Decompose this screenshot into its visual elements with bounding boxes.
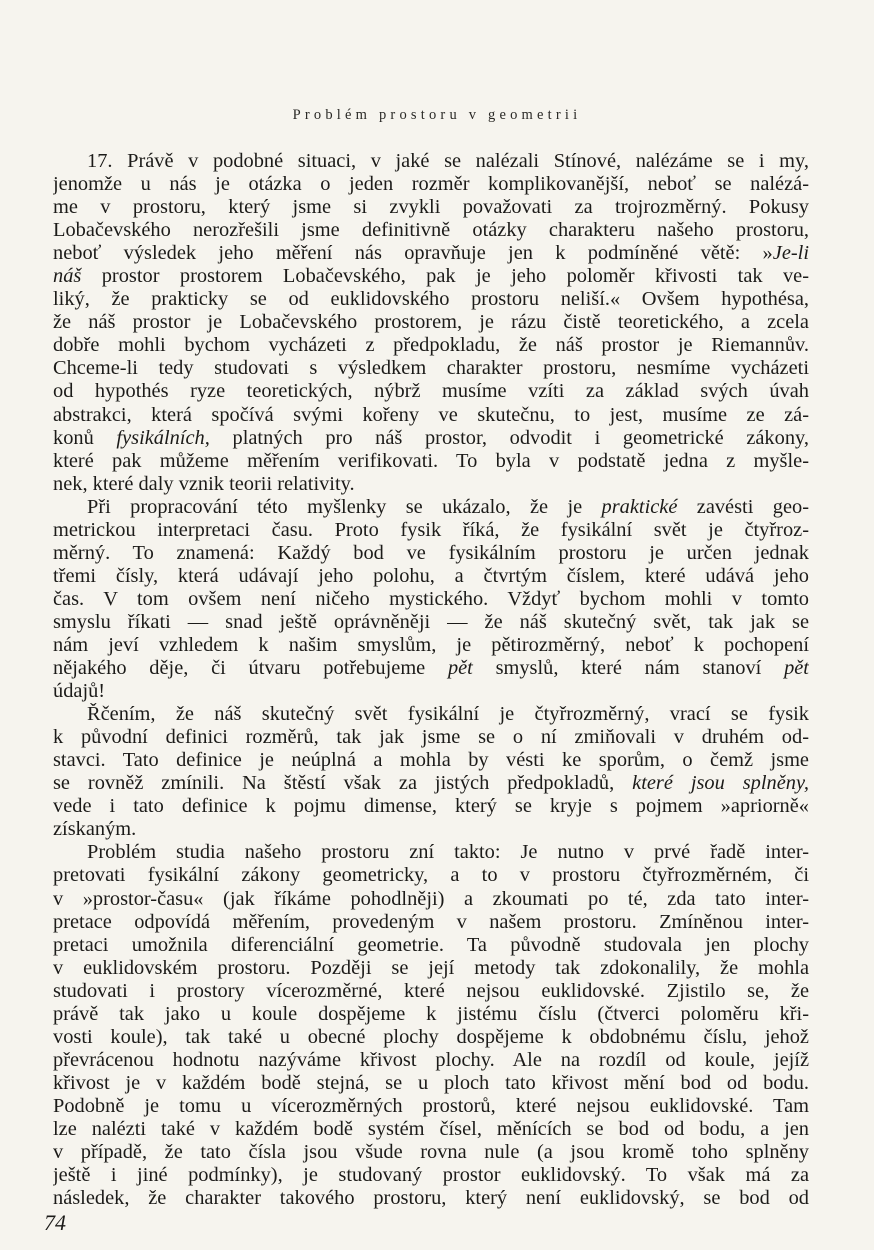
text-line bbox=[53, 657, 809, 680]
running-head: Problém prostoru v geometrii bbox=[292, 107, 582, 123]
text-line bbox=[53, 634, 809, 657]
text-span: 17. Právě v podobné situaci, v jaké se nalézali Stínové, nalézáme se i my, bbox=[87, 150, 809, 172]
text-line bbox=[53, 772, 809, 795]
text-span: pretaci umožnila diferenciální geometrie. Ta původně studovala jen plochy bbox=[53, 933, 809, 956]
text-line bbox=[53, 726, 809, 749]
italic-span: náš bbox=[53, 265, 82, 288]
text-span: metrickou interpretaci času. Proto fysik říká, že fysikální svět je čtyřroz- bbox=[53, 518, 809, 541]
text-line bbox=[53, 311, 809, 334]
text-span: že náš prostor je Lobačevského prostorem, je rázu čistě teoretického, a zcela bbox=[53, 311, 809, 334]
text-line bbox=[53, 841, 809, 864]
text-line bbox=[53, 934, 809, 957]
text-line bbox=[53, 565, 809, 588]
text-span: jenomže u nás je otázka o jeden rozměr komplikovanější, neboť se nalézá- bbox=[53, 173, 809, 196]
text-span: nek, které daly vznik teorii relativity. bbox=[53, 472, 355, 495]
text-span: údajů! bbox=[53, 680, 106, 703]
text-span: vosti koule), tak také u obecné plochy dospějeme k obdobnému číslu, jehož bbox=[53, 1025, 809, 1048]
text-line bbox=[53, 703, 809, 726]
text-span: Při propracování této myšlenky se ukázalo, že je bbox=[87, 495, 602, 518]
italic-span: praktické bbox=[601, 495, 678, 518]
text-span: se rovněž zmínili. Na štěstí však za jistých předpokladů, bbox=[53, 772, 633, 795]
text-span: prostor prostorem Lobačevského, pak je jeho poloměr křivosti tak ve- bbox=[81, 265, 809, 288]
text-span: které pak můžeme měřením verifikovati. To byla v podstatě jedna z myšle- bbox=[53, 449, 809, 472]
italic-span: Je-li bbox=[772, 242, 809, 265]
italic-span: pět bbox=[784, 657, 809, 680]
text-span: pretace odpovídá měřením, provedeným v našem prostoru. Zmíněnou inter- bbox=[53, 910, 809, 933]
text-span: získaným. bbox=[53, 818, 137, 841]
text-span: Řčením, že náš skutečný svět fysikální je čtyřrozměrný, vrací se fysik bbox=[87, 703, 809, 726]
text-line bbox=[53, 680, 809, 703]
text-line bbox=[53, 288, 809, 311]
text-line bbox=[53, 242, 809, 265]
text-line bbox=[53, 795, 809, 818]
text-line bbox=[53, 357, 809, 380]
text-span: křivost je v každém bodě stejná, se u ploch tato křivost mění bod od bodu. bbox=[53, 1071, 809, 1094]
text-span: právě tak jako u koule dospějeme k jistému číslu (čtverci poloměru kři- bbox=[53, 1002, 809, 1025]
text-span: studovati i prostory vícerozměrné, které nejsou euklidovské. Zjistilo se, že bbox=[53, 979, 809, 1002]
text-line bbox=[53, 542, 809, 565]
text-span: Problém studia našeho prostoru zní takto: Je nutno v prvé řadě inter- bbox=[87, 841, 809, 864]
italic-span: pět bbox=[447, 657, 473, 680]
text-line bbox=[53, 404, 809, 427]
text-line bbox=[53, 749, 809, 772]
text-line bbox=[53, 173, 809, 196]
text-line bbox=[53, 980, 809, 1003]
text-line bbox=[53, 334, 809, 357]
text-span: v euklidovském prostoru. Později se její metody tak zdokonalily, že mohla bbox=[53, 956, 809, 979]
text-span: konů bbox=[53, 426, 117, 449]
text-span: k původní definici rozměrů, tak jak jsme se o ní zmiňovali v druhém od- bbox=[53, 726, 809, 749]
text-span: dobře mohli bychom vycházeti z předpokladu, že náš prostor je Riemannův. bbox=[53, 334, 809, 357]
text-line bbox=[53, 888, 809, 911]
text-span: pretovati fysikální zákony geometricky, a to v prostoru čtyřrozměrném, či bbox=[53, 864, 809, 887]
text-line bbox=[53, 450, 809, 473]
text-span: v případě, že tato čísla jsou všude rovna nule (a jsou kromě toho splněny bbox=[53, 1141, 809, 1164]
text-line bbox=[53, 1003, 809, 1026]
text-line bbox=[53, 1118, 809, 1141]
text-line bbox=[53, 519, 809, 542]
text-span: smyslů, které nám stanoví bbox=[472, 657, 785, 680]
text-line bbox=[53, 611, 809, 634]
text-line bbox=[53, 150, 809, 173]
text-line bbox=[53, 265, 809, 288]
page-number: 74 bbox=[44, 1210, 66, 1235]
text-line bbox=[53, 957, 809, 980]
text-line bbox=[53, 1026, 809, 1049]
text-line bbox=[53, 864, 809, 887]
text-line bbox=[53, 219, 809, 242]
text-span: neboť výsledek jeho měření nás opravňuje jen k podmíněné větě: » bbox=[53, 242, 773, 265]
text-span: od hypothés ryze teoretických, nýbrž musíme vzíti za základ svých úvah bbox=[53, 380, 809, 403]
text-span: nějakého děje, či útvaru potřebujeme bbox=[53, 657, 448, 680]
text-span: Podobně je tomu u vícerozměrných prostorů, které nejsou euklidovské. Tam bbox=[53, 1094, 809, 1117]
text-span: Chceme-li tedy studovati s výsledkem charakter prostoru, nesmíme vycházeti bbox=[53, 357, 809, 380]
text-span: me v prostoru, který jsme si zvykli považovati za trojrozměrný. Pokusy bbox=[53, 196, 809, 219]
text-span: čas. V tom ovšem není ničeho mystického. Vždyť bychom mohli v tomto bbox=[53, 587, 809, 610]
text-span: platných pro náš prostor, odvodit i geometrické zákony, bbox=[209, 426, 809, 449]
text-span: liký, že prakticky se od euklidovského prostoru neliší.« Ovšem hypothésa, bbox=[53, 288, 809, 311]
text-line bbox=[53, 1095, 809, 1118]
text-span: měrný. To znamená: Každý bod ve fysikálním prostoru je určen jednak bbox=[53, 541, 809, 564]
text-line bbox=[53, 1187, 809, 1210]
text-line bbox=[53, 1141, 809, 1164]
text-span: lze nalézti také v každém bodě systém čísel, měnících se bod od bodu, a jen bbox=[53, 1117, 809, 1140]
body-text bbox=[53, 150, 809, 1210]
text-span: ještě i jiné podmínky), je studovaný prostor euklidovský. To však má za bbox=[53, 1164, 809, 1187]
text-line bbox=[53, 496, 809, 519]
text-span: stavci. Tato definice je neúplná a mohla by vésti ke sporům, o čemž jsme bbox=[53, 749, 809, 772]
text-line bbox=[53, 427, 809, 450]
text-line bbox=[53, 473, 809, 496]
text-span: vede i tato definice k pojmu dimense, který se kryje s pojmem »apriorně« bbox=[53, 795, 809, 818]
text-line bbox=[53, 1164, 809, 1187]
text-span: zavésti geo- bbox=[677, 495, 809, 518]
italic-span: fysikálních, bbox=[116, 426, 210, 449]
text-line bbox=[53, 1072, 809, 1095]
text-span: v »prostor-času« (jak říkáme pohodlněji) a zkoumati po té, zda tato inter- bbox=[53, 887, 809, 910]
text-line bbox=[53, 1049, 809, 1072]
text-line bbox=[53, 911, 809, 934]
text-line bbox=[53, 196, 809, 219]
text-span: převrácenou hodnotu nazýváme křivost plochy. Ale na rozdíl od koule, jejíž bbox=[53, 1048, 809, 1071]
text-span: abstrakci, která spočívá svými kořeny ve skutečnu, to jest, musíme ze zá- bbox=[53, 403, 809, 426]
text-line bbox=[53, 588, 809, 611]
text-span: následek, že charakter takového prostoru, který není euklidovský, se bod od bbox=[53, 1187, 809, 1210]
text-span: třemi čísly, která udávají jeho polohu, a čtvrtým číslem, které udává jeho bbox=[53, 564, 809, 587]
text-span: nám jeví vzhledem k našim smyslům, je pětirozměrný, neboť k pochopení bbox=[53, 633, 809, 656]
text-line bbox=[53, 818, 809, 841]
text-span: Lobačevského nerozřešili jsme definitivně otázky charakteru našeho prostoru, bbox=[53, 219, 809, 242]
text-line bbox=[53, 380, 809, 403]
text-span: smyslu říkati — snad ještě oprávněněji — že náš skutečný svět, tak jak se bbox=[53, 610, 809, 633]
italic-span: které jsou splněny, bbox=[632, 772, 809, 795]
